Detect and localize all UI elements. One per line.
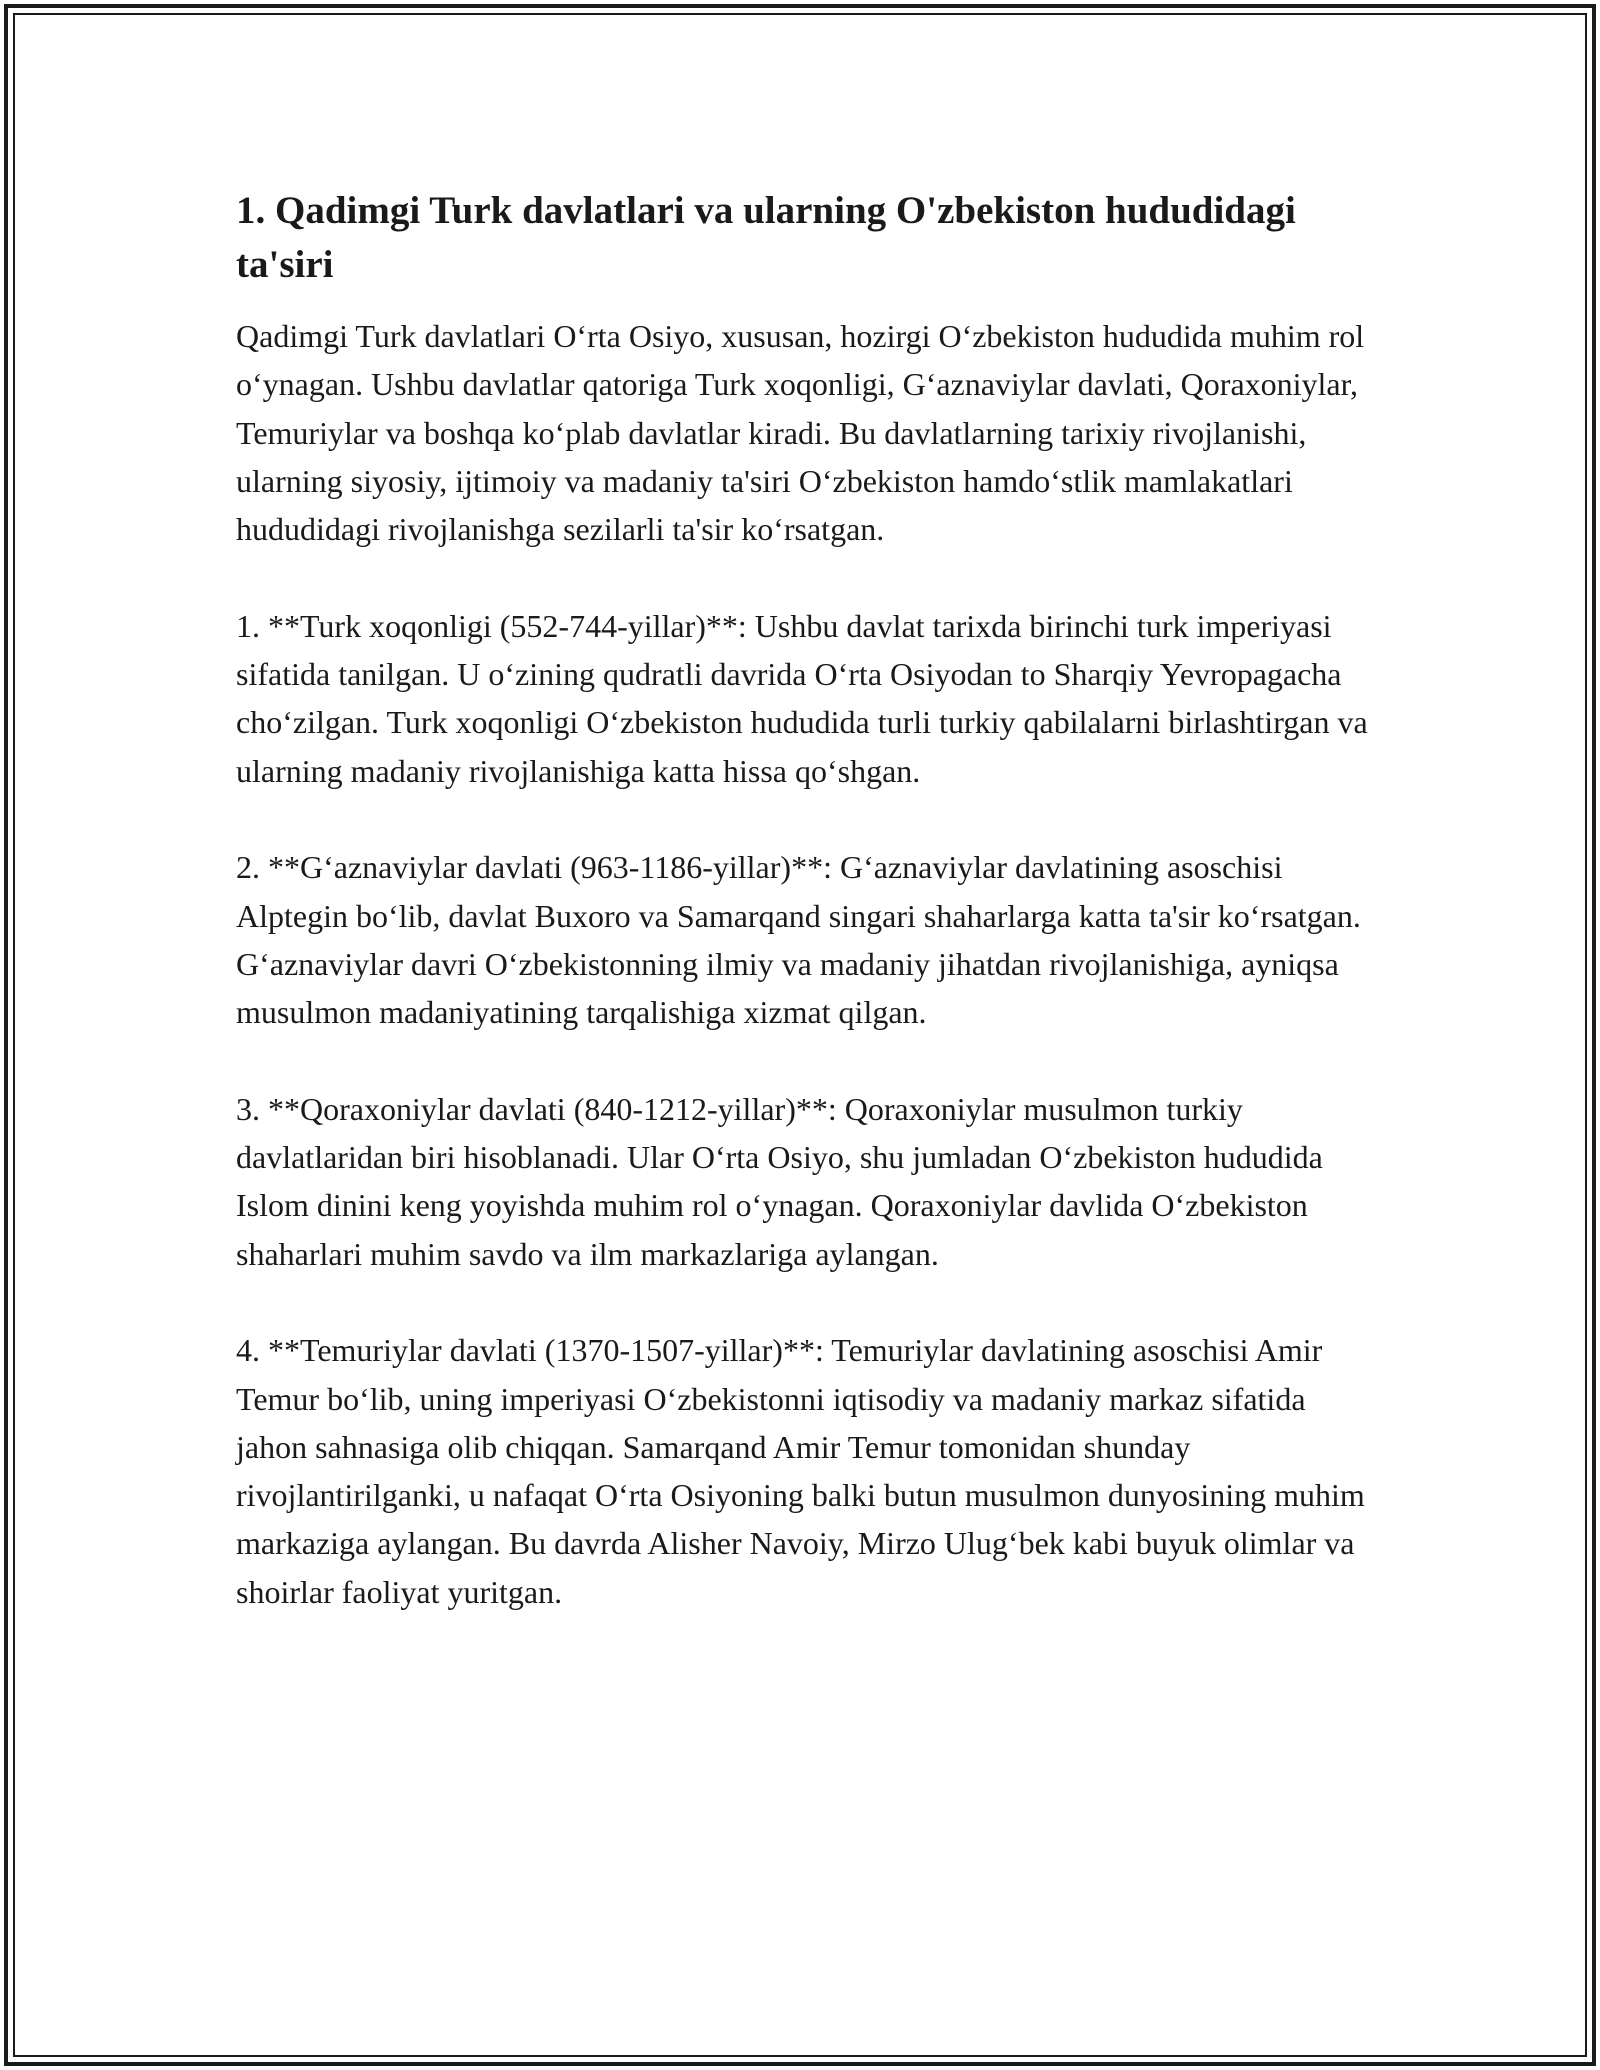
document-title: 1. Qadimgi Turk davlatlari va ularning O'zbekiston hududidagi ta'siri	[236, 189, 1296, 286]
paragraph-temuriylar: 4. **Temuriylar davlati (1370-1507-yillar)**: Temuriylar davlatining asoschisi Amir Temur bo‘lib, uning imperiyasi O‘zbekistonni iqtisodiy va madaniy markaz sifatida jahon sahnasiga olib chiqqan. Samarqand Amir Temur tomonidan shunday rivojlantirilganki, u nafaqat O‘rta Osiyoning balki butun musulmon dunyosining muhim markaziga aylangan. Bu davrda Alisher Navoiy, Mirzo Ulug‘bek kabi buyuk olimlar va shoirlar faoliyat yuritgan.	[236, 1332, 1365, 1610]
intro-paragraph: Qadimgi Turk davlatlari O‘rta Osiyo, xususan, hozirgi O‘zbekiston hududida muhim rol o‘ynagan. Ushbu davlatlar qatoriga Turk xoqonligi, G‘aznaviylar davlati, Qoraxoniylar, Temuriylar va boshqa ko‘plab davlatlar kiradi. Bu davlatlarning tarixiy rivojlanishi, ularning siyosiy, ijtimoiy va madaniy ta'siri O‘zbekiston hamdo‘stlik mamlakatlari hududidagi rivojlanishga sezilarli ta'sir ko‘rsatgan.	[236, 318, 1365, 548]
document-body	[236, 184, 1370, 1664]
paragraph-turk-xoqonligi: 1. **Turk xoqonligi (552-744-yillar)**: Ushbu davlat tarixda birinchi turk imperiyasi sifatida tanilgan. U o‘zining qudratli davrida O‘rta Osiyodan to Sharqiy Yevropagacha cho‘zilgan. Turk xoqonligi O‘zbekiston hududida turli turkiy qabilalarni birlashtirgan va ularning madaniy rivojlanishiga katta hissa qo‘shgan.	[236, 607, 1368, 789]
paragraph-gaznaviylar: 2. **G‘aznaviylar davlati (963-1186-yillar)**: G‘aznaviylar davlatining asoschisi Alptegin bo‘lib, davlat Buxoro va Samarqand singari shaharlarga katta ta'sir ko‘rsatgan. G‘aznaviylar davri O‘zbekistonning ilmiy va madaniy jihatdan rivojlanishiga, ayniqsa musulmon madaniyatining tarqalishiga xizmat qilgan.	[236, 849, 1361, 1031]
paragraph-qoraxoniylar: 3. **Qoraxoniylar davlati (840-1212-yillar)**: Qoraxoniylar musulmon turkiy davlatlaridan biri hisoblanadi. Ular O‘rta Osiyo, shu jumladan O‘zbekiston hududida Islom dinini keng yoyishda muhim rol o‘ynagan. Qoraxoniylar davlida O‘zbekiston shaharlari muhim savdo va ilm markazlariga aylangan.	[236, 1090, 1323, 1272]
